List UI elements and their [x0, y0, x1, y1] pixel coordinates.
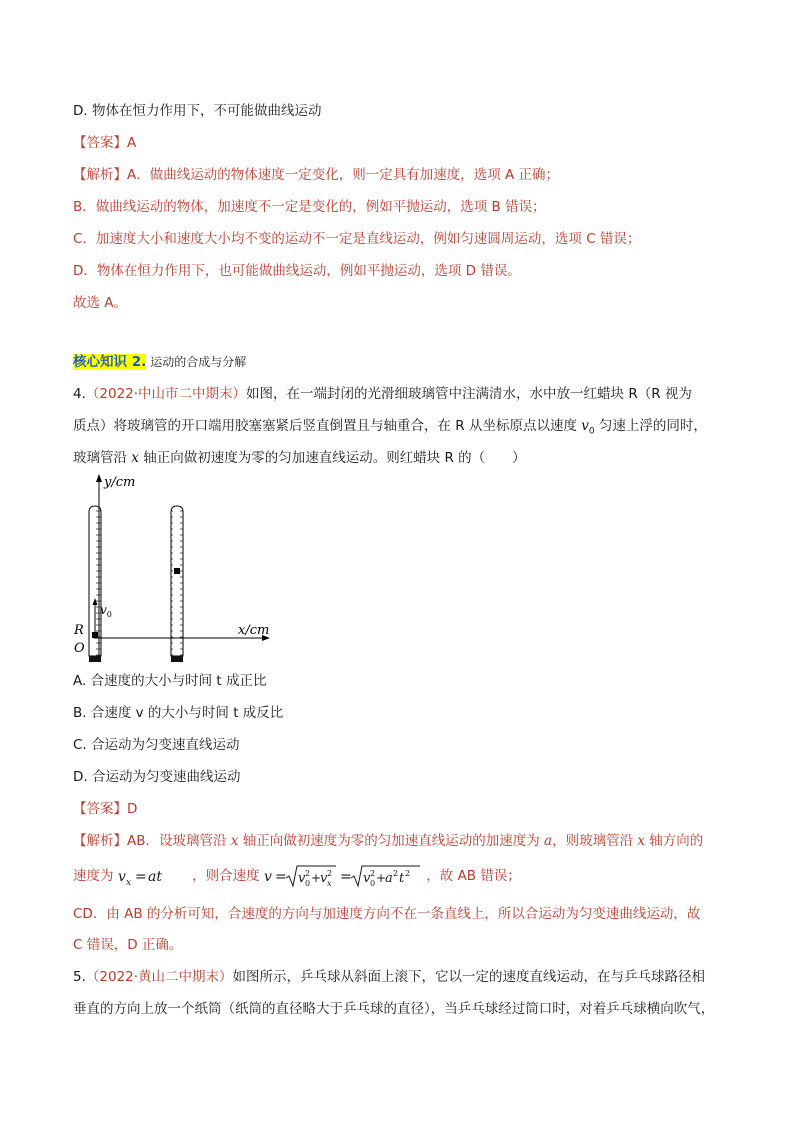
q4-stem-1 [73, 384, 692, 404]
q4-answer [73, 799, 137, 819]
svg-text:2: 2 [392, 869, 398, 878]
q3-conclusion: 故选 A。 [73, 295, 128, 311]
analysis-text: 轴正向做初速度为零的匀加速直线运动的加速度为 [238, 833, 545, 849]
symbol-v: v [581, 418, 589, 434]
glass-tube-figure [70, 472, 290, 672]
q4-option-d: D. 合运动为匀变速曲线运动 [73, 769, 241, 785]
q4-option-a: A. 合速度的大小与时间 t 成正比 [73, 673, 267, 689]
svg-text:v: v [297, 871, 306, 886]
stem-text: 匀速上浮的同时， [594, 418, 707, 434]
svg-text:v: v [263, 869, 272, 885]
analysis-label: 【解析】 [73, 167, 127, 183]
q4-option-c: C. 合运动为匀变速直线运动 [73, 737, 240, 753]
svg-text:2: 2 [326, 869, 332, 878]
question-number: 5. [73, 969, 86, 985]
q3-analysis-2: B．做曲线运动的物体，加速度不一定是变化的，例如平抛运动，选项 B 错误； [73, 199, 546, 215]
wax-block-r-later [174, 568, 180, 574]
section-tag: 核心知识 2. [73, 354, 147, 370]
svg-text:t: t [398, 871, 405, 886]
question-stem: 如图，在一端封闭的光滑细玻璃管中注满清水，水中放一红蜡块 R（R 视为 [246, 386, 692, 402]
q5-stem-1 [73, 967, 705, 987]
svg-text:2: 2 [404, 869, 410, 878]
question-stem: 如图所示，乒乓球从斜面上滚下，它以一定的速度直线运动，在与乒乓球路径相 [232, 969, 706, 985]
equation-combined-velocity [264, 862, 422, 890]
svg-text:a: a [384, 871, 393, 886]
q4-analysis-4: C 错误，D 正确。 [73, 937, 183, 953]
q4-analysis-2 [73, 862, 521, 890]
q4-analysis-1 [73, 831, 703, 851]
stem-text: 玻璃管沿 [73, 450, 132, 466]
q3-analysis-3: C．加速度大小和速度大小均不变的运动不一定是直线运动，例如匀速圆周运动，选项 C 错误； [73, 231, 641, 247]
answer-value: A [127, 135, 137, 151]
q3-answer [73, 133, 136, 153]
stem-text: 轴正向做初速度为零的匀加速直线运动。则红蜡块 R 的（ ） [138, 450, 526, 466]
svg-text:v: v [362, 871, 371, 886]
symbol-a: a [544, 833, 553, 849]
subscript-0: 0 [588, 426, 595, 437]
analysis-text: A．做曲线运动的物体速度一定变化，则一定具有加速度，选项 A 正确； [127, 167, 560, 183]
symbol-x: x [131, 450, 139, 466]
q3-option-d: D. 物体在恒力作用下，不可能做曲线运动 [73, 103, 322, 119]
x-axis-label: x/cm [238, 623, 270, 638]
v0-label: $v_0$ [100, 603, 112, 619]
answer-label: 【答案】 [73, 801, 127, 817]
origin-label: O [74, 641, 85, 656]
q3-analysis-4: D．物体在恒力作用下，也可能做曲线运动，例如平抛运动，选项 D 错误。 [73, 263, 521, 279]
svg-text:+: + [310, 871, 321, 885]
wax-block-r [92, 632, 98, 638]
glass-tube-left [89, 506, 101, 662]
svg-text:+: + [375, 871, 386, 885]
analysis-text: ，故 AB 错误； [426, 868, 521, 884]
analysis-text: ，则合速度 [192, 868, 264, 884]
answer-label: 【答案】 [73, 135, 127, 151]
stem-text: 质点）将玻璃管的开口端用胶塞塞紧后竖直倒置且与轴重合，在 R 从坐标原点以速度 [73, 418, 582, 434]
svg-text:x: x [125, 878, 131, 888]
svg-text:v: v [319, 871, 328, 886]
analysis-text: ，则玻璃管沿 [552, 833, 638, 849]
question-number: 4. [73, 386, 86, 402]
q4-option-b: B. 合速度 v 的大小与时间 t 成反比 [73, 705, 284, 721]
q5-stem-2: 垂直的方向上放一个纸筒（纸筒的直径略大于乒乓球的直径），当乒乓球经过筒口时，对着乒乓球横向吹气， [73, 1001, 715, 1017]
svg-text:0: 0 [304, 879, 310, 888]
equation-vx [118, 864, 188, 888]
q3-analysis-1 [73, 165, 559, 185]
svg-text:x: x [326, 879, 332, 888]
section-heading [73, 352, 246, 372]
analysis-label: 【解析】 [73, 833, 127, 849]
svg-text:=: = [339, 869, 352, 885]
svg-text:0: 0 [369, 879, 375, 888]
svg-text:2: 2 [369, 869, 375, 878]
y-axis-label: y/cm [104, 475, 136, 490]
svg-text:=: = [134, 869, 147, 885]
r-label: R [74, 623, 84, 638]
symbol-x: x [230, 833, 239, 849]
svg-text:at: at [147, 869, 162, 885]
symbol-x: x [637, 833, 645, 849]
section-title: 运动的合成与分解 [150, 355, 247, 369]
figure-svg [70, 472, 290, 668]
analysis-text: 轴方向的 [645, 833, 704, 849]
svg-text:2: 2 [304, 869, 310, 878]
svg-text:=: = [274, 869, 287, 885]
question-source: （2022·黄山二中期末） [85, 969, 233, 985]
analysis-text: AB．设玻璃管沿 [127, 833, 231, 849]
q4-stem-3 [73, 448, 526, 468]
q4-analysis-3: CD．由 AB 的分析可知，合速度的方向与加速度方向不在一条直线上，所以合运动为匀变速曲线运动，故 [73, 906, 701, 922]
q4-stem-2 [73, 416, 707, 442]
y-axis-arrow [96, 474, 102, 482]
glass-tube-right [171, 506, 183, 662]
svg-text:v: v [117, 869, 126, 885]
question-source: （2022·中山市二中期末） [85, 386, 247, 402]
analysis-text: 速度为 [73, 868, 118, 884]
answer-value: D [127, 801, 138, 817]
